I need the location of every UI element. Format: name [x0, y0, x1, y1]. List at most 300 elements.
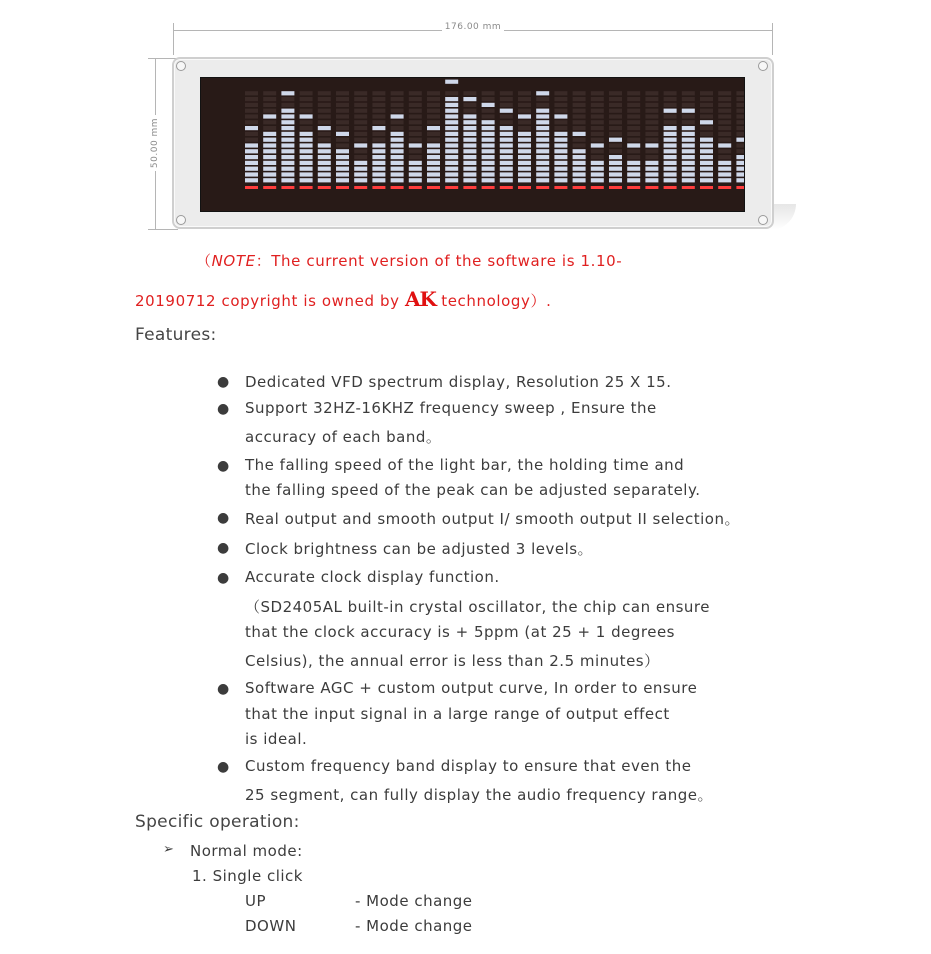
- spectrum-band: [554, 114, 567, 189]
- peak-segment: [536, 91, 549, 95]
- bar-segment: [518, 172, 531, 176]
- unlit-segment: [500, 103, 513, 107]
- bar-segment: [391, 143, 404, 147]
- unlit-segment: [500, 114, 513, 118]
- bar-segment: [427, 143, 440, 147]
- unlit-segment: [700, 91, 713, 95]
- bar-segment: [500, 167, 513, 171]
- peak-segment: [427, 126, 440, 130]
- screw-bottom-left: [176, 215, 186, 225]
- bar-segment: [500, 138, 513, 142]
- unlit-segment: [427, 114, 440, 118]
- bar-segment: [664, 143, 677, 147]
- unlit-segment: [591, 132, 604, 136]
- bar-segment: [518, 143, 531, 147]
- features-heading: Features:: [135, 325, 217, 345]
- bar-segment: [445, 114, 458, 118]
- bar-segment: [554, 155, 567, 159]
- unlit-segment: [409, 109, 422, 113]
- bar-segment: [736, 155, 744, 159]
- unlit-segment: [700, 109, 713, 113]
- bar-segment: [518, 138, 531, 142]
- peak-segment: [336, 132, 349, 136]
- unlit-segment: [627, 126, 640, 130]
- bar-segment: [245, 172, 258, 176]
- bar-segment: [409, 161, 422, 165]
- feature-line-1: Dedicated VFD spectrum display, Resolution 25 X 15.: [245, 373, 672, 391]
- peak-segment: [573, 132, 586, 136]
- feature-line-9: （SD2405AL built-in crystal oscillator, the chip can ensure: [245, 598, 710, 616]
- unlit-segment: [263, 103, 276, 107]
- unlit-segment: [718, 103, 731, 107]
- unlit-segment: [463, 91, 476, 95]
- bar-segment: [409, 172, 422, 176]
- unlit-segment: [718, 126, 731, 130]
- bar-segment: [645, 167, 658, 171]
- unlit-segment: [609, 132, 622, 136]
- unlit-segment: [718, 149, 731, 153]
- bar-segment: [573, 155, 586, 159]
- unlit-segment: [736, 103, 744, 107]
- bar-segment: [536, 132, 549, 136]
- bar-segment: [318, 155, 331, 159]
- unlit-segment: [391, 91, 404, 95]
- unlit-segment: [573, 91, 586, 95]
- bar-segment: [718, 178, 731, 182]
- bar-segment: [536, 109, 549, 113]
- bar-segment: [336, 161, 349, 165]
- bullet-7: ●: [217, 681, 230, 697]
- bar-segment: [372, 161, 385, 165]
- bar-segment: [427, 155, 440, 159]
- unlit-segment: [554, 97, 567, 101]
- bar-segment: [482, 138, 495, 142]
- unlit-segment: [336, 126, 349, 130]
- unlit-segment: [318, 114, 331, 118]
- unlit-segment: [645, 103, 658, 107]
- unlit-segment: [245, 138, 258, 142]
- bar-segment: [318, 167, 331, 171]
- unlit-segment: [645, 109, 658, 113]
- unlit-segment: [591, 97, 604, 101]
- bar-segment: [554, 161, 567, 165]
- bar-segment: [518, 155, 531, 159]
- bar-segment: [391, 167, 404, 171]
- note-label: NOTE: [211, 252, 256, 270]
- unlit-segment: [609, 109, 622, 113]
- unlit-segment: [645, 126, 658, 130]
- unlit-segment: [573, 143, 586, 147]
- unlit-segment: [573, 138, 586, 142]
- unlit-segment: [573, 97, 586, 101]
- bar-segment: [245, 167, 258, 171]
- unlit-segment: [409, 155, 422, 159]
- bar-segment: [263, 149, 276, 153]
- bar-segment: [445, 97, 458, 101]
- bar-segment: [682, 161, 695, 165]
- bar-segment: [536, 149, 549, 153]
- bar-segment: [445, 178, 458, 182]
- peak-segment: [718, 143, 731, 147]
- unlit-segment: [736, 97, 744, 101]
- bar-segment: [281, 167, 294, 171]
- bar-segment: [427, 178, 440, 182]
- bar-segment: [573, 149, 586, 153]
- unlit-segment: [354, 91, 367, 95]
- bar-segment: [736, 167, 744, 171]
- unlit-segment: [591, 91, 604, 95]
- operation-heading: Specific operation:: [135, 812, 300, 832]
- bullet-1: ●: [217, 374, 230, 390]
- unlit-segment: [372, 120, 385, 124]
- red-base-segment: [700, 186, 713, 189]
- unlit-segment: [718, 91, 731, 95]
- key-up-label: UP: [245, 892, 267, 910]
- peak-segment: [300, 114, 313, 118]
- unlit-segment: [427, 103, 440, 107]
- unlit-segment: [372, 132, 385, 136]
- bar-segment: [591, 161, 604, 165]
- unlit-segment: [700, 114, 713, 118]
- bar-segment: [609, 167, 622, 171]
- unlit-segment: [409, 91, 422, 95]
- unlit-segment: [627, 132, 640, 136]
- bar-segment: [554, 167, 567, 171]
- bar-segment: [664, 132, 677, 136]
- bullet-2: ●: [217, 401, 230, 417]
- bar-segment: [573, 178, 586, 182]
- unlit-segment: [736, 120, 744, 124]
- unlit-segment: [645, 138, 658, 142]
- unlit-segment: [409, 120, 422, 124]
- unlit-segment: [263, 126, 276, 130]
- unlit-segment: [409, 149, 422, 153]
- unlit-segment: [354, 126, 367, 130]
- bar-segment: [518, 167, 531, 171]
- unlit-segment: [718, 120, 731, 124]
- bar-segment: [409, 167, 422, 171]
- unlit-segment: [591, 155, 604, 159]
- bar-segment: [372, 149, 385, 153]
- feature-line-5: the falling speed of the peak can be adjusted separately.: [245, 481, 701, 499]
- unlit-segment: [518, 126, 531, 130]
- unlit-segment: [554, 120, 567, 124]
- bar-segment: [281, 155, 294, 159]
- unlit-segment: [354, 149, 367, 153]
- spectrum-band: [445, 80, 458, 189]
- unlit-segment: [372, 103, 385, 107]
- unlit-segment: [463, 109, 476, 113]
- spectrum-band: [518, 114, 531, 189]
- bar-segment: [391, 161, 404, 165]
- unlit-segment: [427, 91, 440, 95]
- bar-segment: [554, 143, 567, 147]
- bar-segment: [281, 132, 294, 136]
- red-base-segment: [518, 186, 531, 189]
- bar-segment: [536, 138, 549, 142]
- bar-segment: [245, 143, 258, 147]
- unlit-segment: [336, 91, 349, 95]
- bar-segment: [281, 149, 294, 153]
- unlit-segment: [336, 143, 349, 147]
- unlit-segment: [518, 103, 531, 107]
- unlit-segment: [372, 138, 385, 142]
- version-note-line2: [135, 287, 552, 311]
- unlit-segment: [627, 155, 640, 159]
- unlit-segment: [718, 109, 731, 113]
- unlit-segment: [336, 114, 349, 118]
- unlit-segment: [627, 138, 640, 142]
- peak-segment: [645, 143, 658, 147]
- unlit-segment: [391, 120, 404, 124]
- peak-segment: [591, 143, 604, 147]
- unlit-segment: [281, 103, 294, 107]
- bar-segment: [609, 172, 622, 176]
- unlit-segment: [609, 149, 622, 153]
- red-base-segment: [445, 186, 458, 189]
- unlit-segment: [318, 97, 331, 101]
- unlit-segment: [354, 103, 367, 107]
- unlit-segment: [645, 120, 658, 124]
- bar-segment: [463, 155, 476, 159]
- bar-segment: [300, 138, 313, 142]
- unlit-segment: [482, 91, 495, 95]
- unlit-segment: [664, 114, 677, 118]
- bar-segment: [554, 178, 567, 182]
- bullet-6: ●: [217, 570, 230, 586]
- red-base-segment: [354, 186, 367, 189]
- screw-top-left: [176, 61, 186, 71]
- bar-segment: [482, 126, 495, 130]
- unlit-segment: [645, 114, 658, 118]
- unlit-segment: [645, 97, 658, 101]
- unlit-segment: [682, 114, 695, 118]
- unlit-segment: [500, 120, 513, 124]
- unlit-segment: [609, 91, 622, 95]
- bar-segment: [336, 178, 349, 182]
- red-base-segment: [736, 186, 744, 189]
- unlit-segment: [718, 132, 731, 136]
- unlit-segment: [718, 138, 731, 142]
- unlit-segment: [354, 120, 367, 124]
- bar-segment: [445, 172, 458, 176]
- unlit-segment: [263, 109, 276, 113]
- unlit-segment: [336, 103, 349, 107]
- bar-segment: [500, 155, 513, 159]
- red-base-segment: [336, 186, 349, 189]
- arrow-bullet-icon: ➢: [163, 842, 175, 857]
- bar-segment: [445, 155, 458, 159]
- red-base-segment: [627, 186, 640, 189]
- bullet-5: ●: [217, 540, 230, 556]
- unlit-segment: [573, 114, 586, 118]
- bar-segment: [682, 172, 695, 176]
- unlit-segment: [700, 132, 713, 136]
- bar-segment: [336, 155, 349, 159]
- unlit-segment: [318, 103, 331, 107]
- bar-segment: [354, 167, 367, 171]
- unlit-segment: [627, 91, 640, 95]
- spectrum-band: [263, 114, 276, 189]
- bar-segment: [463, 120, 476, 124]
- bar-segment: [318, 149, 331, 153]
- bar-segment: [736, 161, 744, 165]
- feature-line-10: that the clock accuracy is + 5ppm (at 25 + 1 degrees: [245, 623, 675, 641]
- unlit-segment: [300, 91, 313, 95]
- unlit-segment: [736, 114, 744, 118]
- peak-segment: [391, 114, 404, 118]
- red-base-segment: [372, 186, 385, 189]
- bar-segment: [573, 167, 586, 171]
- bar-segment: [664, 167, 677, 171]
- bar-segment: [700, 138, 713, 142]
- bar-segment: [609, 161, 622, 165]
- unlit-segment: [336, 97, 349, 101]
- bar-segment: [463, 178, 476, 182]
- unlit-segment: [427, 120, 440, 124]
- unlit-segment: [354, 132, 367, 136]
- peak-segment: [445, 80, 458, 84]
- red-base-segment: [263, 186, 276, 189]
- unlit-segment: [536, 97, 549, 101]
- feature-line-6: Real output and smooth output I/ smooth output II selection。: [245, 510, 740, 528]
- bar-segment: [463, 172, 476, 176]
- bar-segment: [427, 161, 440, 165]
- bar-segment: [609, 155, 622, 159]
- feature-line-16: 25 segment, can fully display the audio frequency range。: [245, 786, 714, 804]
- bar-segment: [463, 138, 476, 142]
- bar-segment: [573, 172, 586, 176]
- unlit-segment: [609, 114, 622, 118]
- unlit-segment: [500, 97, 513, 101]
- bar-segment: [518, 161, 531, 165]
- bar-segment: [445, 167, 458, 171]
- bar-segment: [318, 172, 331, 176]
- bar-segment: [536, 155, 549, 159]
- unlit-segment: [300, 126, 313, 130]
- unlit-segment: [391, 103, 404, 107]
- unlit-segment: [518, 120, 531, 124]
- bar-segment: [500, 172, 513, 176]
- unlit-segment: [354, 109, 367, 113]
- bar-segment: [391, 138, 404, 142]
- red-base-segment: [463, 186, 476, 189]
- bar-segment: [318, 143, 331, 147]
- unlit-segment: [609, 103, 622, 107]
- width-dimension-label: 176.00 mm: [442, 22, 504, 32]
- height-dimension-label: 50.00 mm: [150, 115, 160, 171]
- peak-segment: [263, 114, 276, 118]
- bar-segment: [645, 178, 658, 182]
- feature-line-11: Celsius), the annual error is less than 2.5 minutes）: [245, 652, 660, 670]
- bar-segment: [336, 149, 349, 153]
- unlit-segment: [718, 97, 731, 101]
- bar-segment: [500, 143, 513, 147]
- bar-segment: [591, 178, 604, 182]
- bar-segment: [700, 172, 713, 176]
- unlit-segment: [391, 126, 404, 130]
- bar-segment: [536, 143, 549, 147]
- unlit-segment: [300, 120, 313, 124]
- spectrum-band: [391, 114, 404, 189]
- unlit-segment: [718, 155, 731, 159]
- unlit-segment: [372, 109, 385, 113]
- unlit-segment: [645, 91, 658, 95]
- key-up-action: - Mode change: [355, 892, 473, 910]
- bar-segment: [336, 167, 349, 171]
- bullet-4: ●: [217, 510, 230, 526]
- red-base-segment: [245, 186, 258, 189]
- key-down-action: - Mode change: [355, 917, 473, 935]
- unlit-segment: [372, 91, 385, 95]
- unlit-segment: [300, 97, 313, 101]
- unlit-segment: [536, 103, 549, 107]
- bar-segment: [281, 178, 294, 182]
- peak-segment: [627, 143, 640, 147]
- unlit-segment: [627, 97, 640, 101]
- bar-segment: [445, 120, 458, 124]
- bar-segment: [391, 172, 404, 176]
- bar-segment: [463, 132, 476, 136]
- unlit-segment: [245, 97, 258, 101]
- bar-segment: [664, 138, 677, 142]
- vfd-screen: [200, 77, 745, 212]
- red-base-segment: [645, 186, 658, 189]
- unlit-segment: [591, 114, 604, 118]
- unlit-segment: [573, 109, 586, 113]
- bar-segment: [500, 126, 513, 130]
- peak-segment: [372, 126, 385, 130]
- bar-segment: [445, 103, 458, 107]
- unlit-segment: [354, 114, 367, 118]
- unlit-segment: [463, 103, 476, 107]
- bar-segment: [463, 161, 476, 165]
- unlit-segment: [736, 143, 744, 147]
- bar-segment: [500, 178, 513, 182]
- bar-segment: [700, 161, 713, 165]
- bar-segment: [445, 138, 458, 142]
- unlit-segment: [591, 138, 604, 142]
- bar-segment: [664, 155, 677, 159]
- bar-segment: [736, 172, 744, 176]
- bar-segment: [300, 155, 313, 159]
- bar-segment: [482, 161, 495, 165]
- unlit-segment: [573, 126, 586, 130]
- unlit-segment: [627, 109, 640, 113]
- bar-segment: [482, 155, 495, 159]
- peak-segment: [245, 126, 258, 130]
- unlit-segment: [664, 120, 677, 124]
- feature-line-4: The falling speed of the light bar, the holding time and: [245, 456, 685, 474]
- bar-segment: [627, 161, 640, 165]
- bar-segment: [591, 167, 604, 171]
- bar-segment: [427, 149, 440, 153]
- unlit-segment: [300, 103, 313, 107]
- unlit-segment: [409, 114, 422, 118]
- bar-segment: [463, 149, 476, 153]
- unlit-segment: [609, 97, 622, 101]
- bar-segment: [427, 172, 440, 176]
- red-base-segment: [300, 186, 313, 189]
- peak-segment: [463, 97, 476, 101]
- unlit-segment: [245, 103, 258, 107]
- bar-segment: [718, 161, 731, 165]
- unlit-segment: [591, 126, 604, 130]
- unlit-segment: [518, 91, 531, 95]
- bar-segment: [627, 167, 640, 171]
- bar-segment: [445, 149, 458, 153]
- bar-segment: [354, 178, 367, 182]
